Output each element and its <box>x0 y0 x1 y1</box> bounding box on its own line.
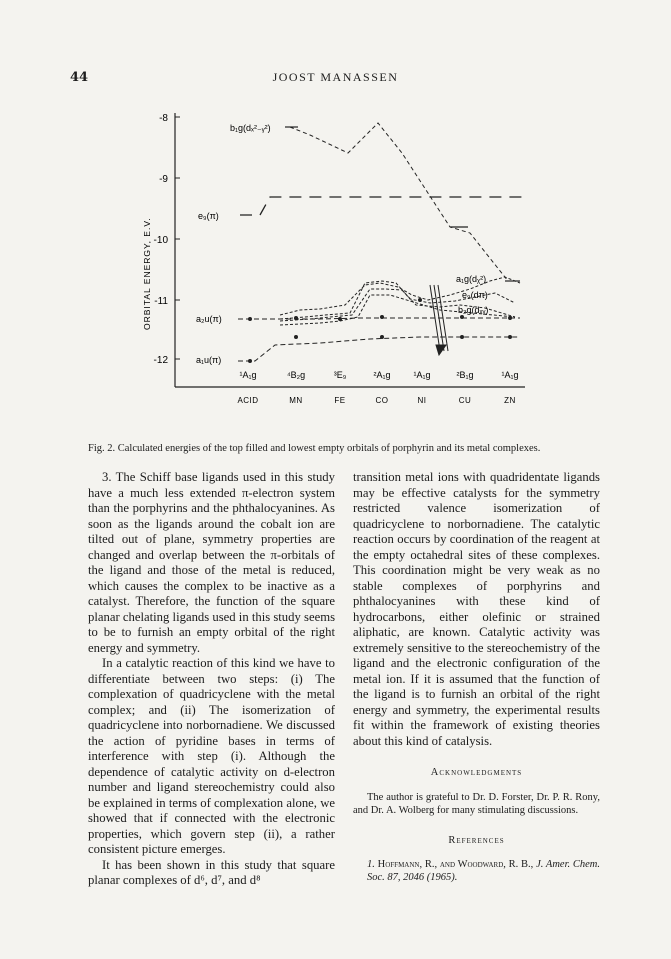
x-label: ZN <box>504 396 516 405</box>
y-tick-label: -11 <box>154 296 168 307</box>
x-label: NI <box>417 396 427 405</box>
x-label: CO <box>375 396 389 405</box>
state-label: ¹A₁g <box>501 370 519 380</box>
x-label: FE <box>334 396 346 405</box>
paragraph: It has been shown in this study that square planar complexes of d⁶, d⁷, and d⁸ <box>88 857 335 887</box>
page-number: 44 <box>70 70 89 85</box>
reference-authors: Hoffmann, R., and Woodward, R. B., <box>377 859 534 870</box>
reference-number: 1. <box>367 859 375 870</box>
acknowledgments-text: The author is grateful to Dr. D. Forster, Dr. P. R. Rony, and Dr. A. Wolberg for many stimulating discussions. <box>353 791 600 816</box>
reference-citation: J. Amer. Chem. Soc. 87, 2046 (1965). <box>367 859 601 883</box>
a1u-label: a₁u(π) <box>196 355 222 365</box>
state-label: ²B₁g <box>456 370 474 380</box>
eg-pi-label: e₉(π) <box>198 211 219 221</box>
figure-caption: Fig. 2. Calculated energies of the top filled and lowest empty orbitals of porphyrin and its metal complexes. <box>88 443 541 454</box>
paragraph: In a catalytic reaction of this kind we have to differentiate between two steps: (i) The complexation of quadricyclene with the metal complex; and (ii) The isomerization of quadricyclene into norbornadiene. We discussed the action of pyridine bases in terms of interference with step (i). Although the dependence of catalytic activity on d-electron number and ligand stereochemistry could also be explained in terms of complexation alone, we showed that if connected with the electronic properties, which govern step (ii), a rather consistent picture emerges. <box>88 656 335 856</box>
y-ticks <box>175 117 180 359</box>
page-header <box>0 70 671 90</box>
y-tick-label: -9 <box>159 174 168 185</box>
x-label: ACID <box>237 396 259 405</box>
reference-item <box>353 858 600 884</box>
state-label: ²A₁g <box>373 370 391 380</box>
state-label: ¹A₁g <box>413 370 431 380</box>
eg-pi-line <box>240 197 525 215</box>
y-axis-label: ORBITAL ENERGY, E.V. <box>142 217 152 330</box>
a1u-line <box>238 337 520 361</box>
state-label: ⁴B₂g <box>286 370 306 380</box>
right-column <box>353 470 600 884</box>
a2u-line <box>238 318 520 319</box>
state-label: ³E₉ <box>333 370 347 380</box>
references-heading: References <box>448 834 505 846</box>
paragraph: transition metal ions with quadridentate ligands may be effective catalysts for the symmetry restricted valence isomerization of quadricyclene to norbornadiene. The catalytic reaction occurs by coordination of the reagent at the empty octahedral sites of these complexes. This coordination might be very weak as no stable complexes of porphyrins and phthalocyanines with these kind of hydrocarbons, either olefinic or strained aliphatic, are known. Catalytic activity was extremely sensitive to the stereochemistry of the ligand and the electronic configuration of the metal ion. If it is assumed that the function of the ligand is to furnish an orbital of the right energy and symmetry, the experimental results fit within the framework of existing theories about this kind of catalysis. <box>353 470 600 748</box>
left-column <box>88 470 335 889</box>
state-label: ¹A₁g <box>239 370 257 380</box>
b2g-label: b₂g(dₓᵧ) <box>458 305 489 315</box>
acknowledgments-heading: Acknowledgments <box>430 767 523 778</box>
a2u-label: a₂u(π) <box>196 314 222 324</box>
y-tick-labels <box>154 113 169 366</box>
y-tick-label: -12 <box>153 355 168 366</box>
y-tick-label: -10 <box>153 235 168 246</box>
b1g-curve <box>290 123 508 281</box>
y-tick-label: -8 <box>159 113 168 124</box>
x-label: MN <box>289 396 303 405</box>
orbital-energy-figure <box>120 105 540 405</box>
paragraph: 3. The Schiff base ligands used in this study have a much less extended π-electron system than the porphyrins and the phthalocyanines. As soon as the ligands around the cobalt ion are tilted out of plane, symmetry properties are changed and overlap between the π-orbitals of the ligand and those of the metal is reduced, which causes the complex to be inactive as a catalyst. Therefore, the function of the square planar chelating ligands used in this study seems to be to furnish an empty orbital of the right energy and symmetry. <box>88 470 336 655</box>
running-title: JOOST MANASSEN <box>272 70 399 84</box>
eg-dpi-label: e₉(dπ) <box>462 290 488 300</box>
x-label: CU <box>458 396 472 405</box>
ni-arrows <box>430 285 448 355</box>
a1g-label: a₁g(dᵪ²) <box>456 274 487 284</box>
b1g-label: b₁g(dₓ²₋ᵧ²) <box>230 123 271 133</box>
